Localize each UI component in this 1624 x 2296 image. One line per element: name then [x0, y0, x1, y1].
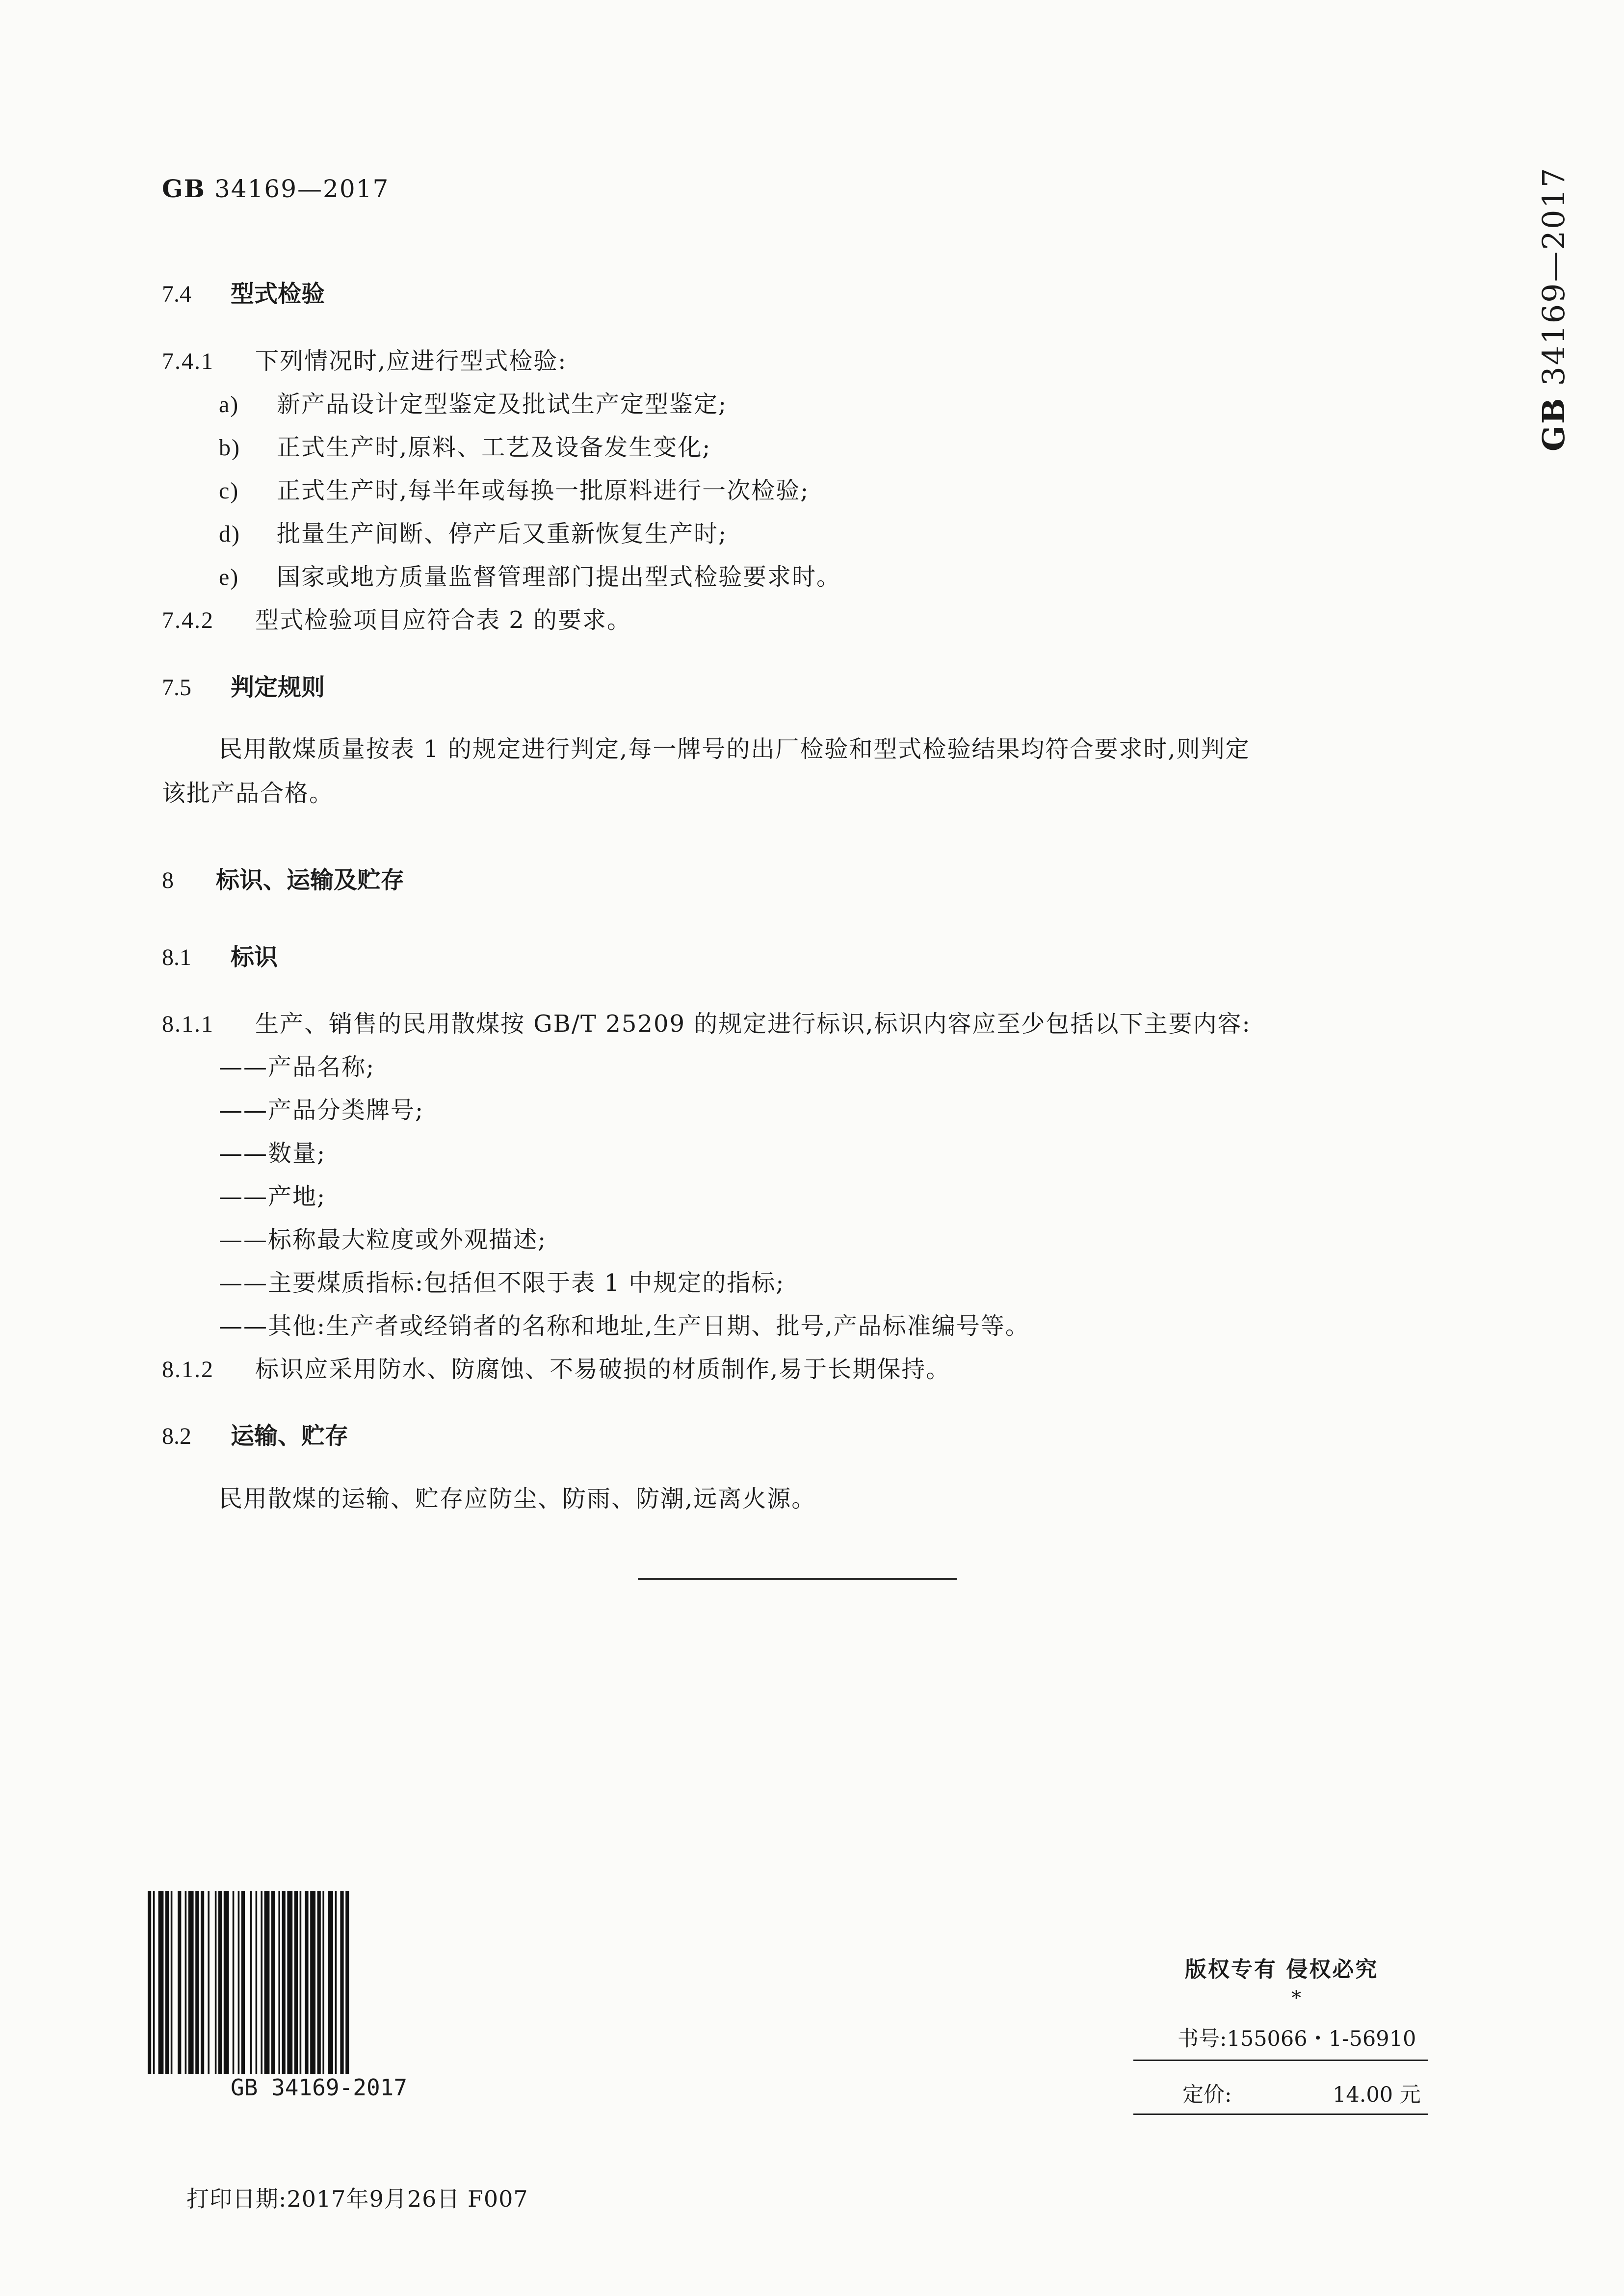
barcode-bar	[185, 1891, 187, 2074]
side-code-bold: GB	[1536, 396, 1572, 451]
list-item-c: c) 正式生产时,每半年或每换一批原料进行一次检验;	[219, 477, 810, 504]
barcode-bar	[158, 1891, 164, 2074]
header-code-bold: GB	[162, 174, 206, 203]
section-8-2-heading: 8.2 运输、贮存	[162, 1422, 349, 1450]
price-value: 14.00 元	[1333, 2083, 1421, 2107]
barcode-bar	[282, 1891, 286, 2074]
list-item-b: b) 正式生产时,原料、工艺及设备发生变化;	[219, 434, 711, 461]
section-7-4-heading: 7.4 型式检验	[162, 280, 325, 308]
price-rule	[1133, 2113, 1428, 2115]
section-7-5-paragraph-line2: 该批产品合格。	[162, 780, 334, 807]
document-code-header	[162, 174, 389, 203]
clause-8-1-1: 8.1.1 生产、销售的民用散煤按 GB/T 25209 的规定进行标识,标识内容应至少包括以下主要内容:	[162, 1010, 1251, 1038]
barcode-bar	[300, 1891, 302, 2074]
barcode-bar	[171, 1891, 173, 2074]
barcode-bar	[256, 1891, 258, 2074]
barcode-bar	[178, 1891, 181, 2074]
section-8-heading: 8 标识、运输及贮存	[162, 866, 405, 894]
barcode-bar	[264, 1891, 270, 2074]
barcode-bars	[145, 1891, 424, 2074]
dash-item-3: ——数量;	[219, 1140, 326, 1167]
barcode-bar	[238, 1891, 240, 2074]
list-item-e: e) 国家或地方质量监督管理部门提出型式检验要求时。	[219, 563, 841, 591]
book-number-rule	[1133, 2060, 1428, 2061]
barcode-bar	[215, 1891, 217, 2074]
barcode-bar	[224, 1891, 229, 2074]
barcode-bar	[208, 1891, 210, 2074]
clause-7-4-2: 7.4.2 型式检验项目应符合表 2 的要求。	[162, 606, 632, 634]
barcode-bar	[287, 1891, 292, 2074]
dash-item-1: ——产品名称;	[219, 1053, 375, 1081]
barcode-bar	[201, 1891, 204, 2074]
barcode-bar	[165, 1891, 169, 2074]
barcode-image	[145, 1891, 424, 2074]
barcode-bar	[278, 1891, 280, 2074]
barcode-bar	[335, 1891, 337, 2074]
section-8-2-paragraph: 民用散煤的运输、贮存应防尘、防雨、防潮,远离火源。	[219, 1485, 816, 1513]
section-7-5-heading: 7.5 判定规则	[162, 674, 325, 701]
barcode-bar	[294, 1891, 298, 2074]
list-item-d: d) 批量生产间断、停产后又重新恢复生产时;	[219, 520, 728, 548]
asterisk-mark: *	[1291, 1987, 1301, 2009]
section-7-5-paragraph-line1: 民用散煤质量按表 1 的规定进行判定,每一牌号的出厂检验和型式检验结果均符合要求时,则判定	[219, 735, 1250, 763]
side-document-code	[1521, 162, 1595, 466]
side-code-rest: 34169—2017	[1536, 166, 1572, 386]
copyright-notice: 版权专有 侵权必究	[1185, 1957, 1379, 1982]
barcode-bar	[195, 1891, 199, 2074]
barcode-text: GB 34169-2017	[231, 2074, 408, 2101]
barcode-bar	[148, 1891, 151, 2074]
clause-7-4-1: 7.4.1 下列情况时,应进行型式检验:	[162, 347, 567, 375]
end-of-document-rule	[638, 1578, 957, 1580]
dash-item-6: ——主要煤质指标:包括但不限于表 1 中规定的指标;	[219, 1269, 785, 1297]
print-date: 打印日期:2017年9月26日 F007	[186, 2186, 528, 2212]
barcode-bar	[271, 1891, 275, 2074]
barcode-bar	[241, 1891, 245, 2074]
barcode-bar	[250, 1891, 252, 2074]
barcode-bar	[310, 1891, 315, 2074]
barcode-bar	[345, 1891, 349, 2074]
barcode-bar	[233, 1891, 235, 2074]
dash-item-7: ——其他:生产者或经销者的名称和地址,生产日期、批号,产品标准编号等。	[219, 1312, 1030, 1340]
section-8-1-heading: 8.1 标识	[162, 943, 278, 971]
barcode-bar	[153, 1891, 155, 2074]
barcode-bar	[188, 1891, 194, 2074]
barcode-bar	[305, 1891, 308, 2074]
list-item-a: a) 新产品设计定型鉴定及批试生产定型鉴定;	[219, 391, 728, 418]
book-number: 书号:155066・1-56910	[1178, 2027, 1416, 2051]
barcode-bar	[317, 1891, 321, 2074]
barcode-bar	[261, 1891, 262, 2074]
price-label: 定价:	[1182, 2083, 1232, 2107]
clause-8-1-2: 8.1.2 标识应采用防水、防腐蚀、不易破损的材质制作,易于长期保持。	[162, 1356, 951, 1383]
dash-item-2: ——产品分类牌号;	[219, 1096, 424, 1124]
header-code-rest: 34169—2017	[214, 175, 390, 203]
dash-item-4: ——产地;	[219, 1183, 326, 1210]
barcode-bar	[340, 1891, 343, 2074]
barcode-bar	[328, 1891, 333, 2074]
dash-item-5: ——标称最大粒度或外观描述;	[219, 1226, 547, 1253]
barcode-bar	[218, 1891, 222, 2074]
barcode-bar	[322, 1891, 324, 2074]
